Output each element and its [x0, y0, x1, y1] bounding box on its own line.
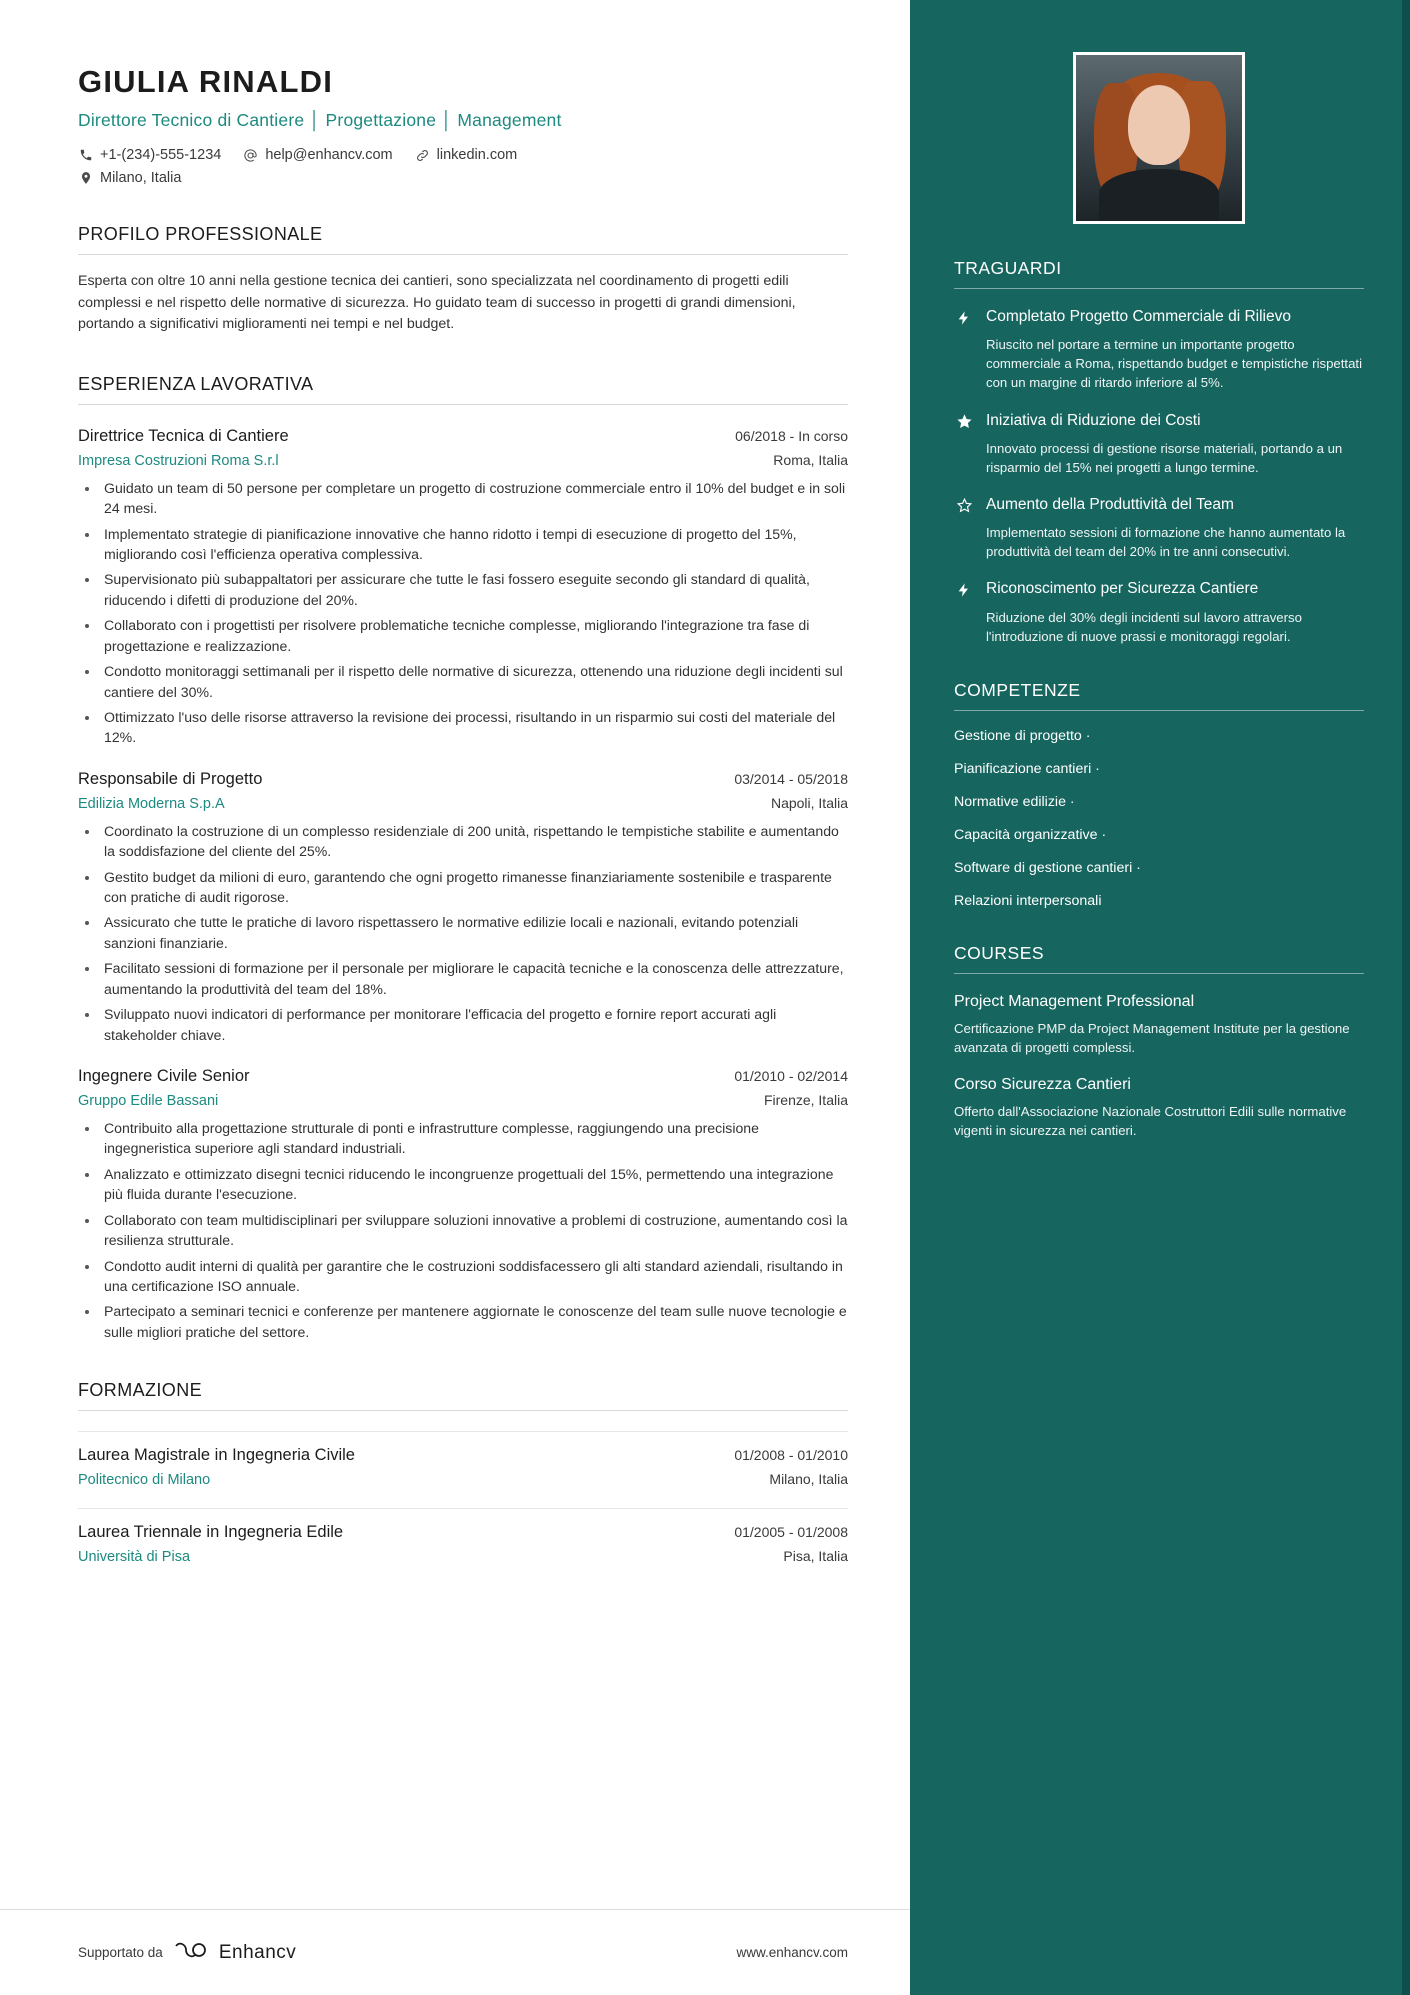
list-item: • Assicurato che tutte le pratiche di lavoro rispettassero le normative edilizie locali e nazionali, evitando potenziali sanzioni finanziarie. [100, 912, 848, 953]
list-item: • Gestito budget da milioni di euro, garantendo che ogni progetto rimanesse finanziariamente sostenibile e trasparente con pratiche di audit rigorose. [100, 867, 848, 908]
list-item: • Analizzato e ottimizzato disegni tecnici riducendo le incongruenze progettuali del 15%, permettendo una integrazione più fluida durante l'esecuzione. [100, 1164, 848, 1205]
section-title-courses: COURSES [954, 943, 1364, 974]
at-icon [243, 148, 258, 163]
skill-item: Normative edilizie · [954, 793, 1075, 810]
contact-row-primary [78, 147, 848, 163]
experience-role: Ingegnere Civile Senior [78, 1067, 250, 1086]
education-date: 01/2005 - 01/2008 [734, 1524, 848, 1541]
education-location: Pisa, Italia [783, 1548, 848, 1565]
experience-location: Roma, Italia [773, 451, 848, 468]
experience-entry [78, 770, 848, 1045]
section-title-education: FORMAZIONE [78, 1380, 848, 1411]
bolt-icon [954, 579, 974, 645]
experience-bullets [78, 1118, 848, 1342]
section-profile [78, 224, 848, 336]
contact-email-text[interactable]: help@enhancv.com [265, 147, 393, 163]
achievement-heading: Iniziativa di Riduzione dei Costi [986, 411, 1201, 429]
contact-location-text: Milano, Italia [100, 170, 182, 186]
star-filled-icon [954, 411, 974, 477]
experience-location: Firenze, Italia [763, 1092, 848, 1109]
education-school: Università di Pisa [78, 1549, 191, 1566]
experience-entry [78, 427, 848, 748]
section-education [78, 1380, 848, 1565]
course-item [954, 992, 1364, 1057]
list-item: • Collaborato con team multidisciplinari per sviluppare soluzioni innovative a problemi di costruzione, aumentando così la resilienza strutturale. [100, 1210, 848, 1251]
skill-item: Relazioni interpersonali [954, 892, 1102, 909]
education-degree: Laurea Magistrale in Ingegneria Civile [78, 1446, 355, 1465]
section-courses [954, 943, 1364, 1140]
brand-name: Enhancv [218, 1941, 297, 1963]
course-name: Project Management Professional [954, 992, 1195, 1010]
skill-item: Pianificazione cantieri · [954, 760, 1100, 777]
section-skills [954, 680, 1364, 909]
list-item: • Coordinato la costruzione di un complesso residenziale di 200 unità, rispettando le tempistiche stabilite e aumentando la soddisfazione del cliente del 25%. [100, 821, 848, 862]
achievement-item [954, 411, 1364, 477]
list-item: • Collaborato con i progettisti per risolvere problematiche tecniche complesse, migliorando l'integrazione tra fase di progettazione e realizzazione. [100, 615, 848, 656]
education-entry [78, 1431, 848, 1488]
list-item: • Partecipato a seminari tecnici e conferenze per mantenere aggiornate le conoscenze del team sulle nuove tecnologie e sulle migliori pratiche del settore. [100, 1301, 848, 1342]
list-item: • Supervisionato più subappaltatori per assicurare che tutte le fasi fossero eseguite secondo gli standard di qualità, riducendo i difetti di produzione del 20%. [100, 569, 848, 610]
achievement-item [954, 495, 1364, 561]
experience-role: Direttrice Tecnica di Cantiere [78, 426, 289, 445]
experience-entry [78, 1067, 848, 1342]
contact-location [78, 170, 181, 186]
star-outline-icon [954, 495, 974, 561]
section-title-achievements: TRAGUARDI [954, 258, 1364, 289]
skill-item: Gestione di progetto · [954, 727, 1091, 744]
achievement-text: Riuscito nel portare a termine un importante progetto commerciale a Roma, rispettando budget e tempistiche rispettati con un margine di ritardo inferiore al 5%. [986, 337, 1363, 391]
experience-bullets [78, 478, 848, 748]
list-item: • Condotto audit interni di qualità per garantire che le costruzioni soddisfacessero gli alti standard aziendali, risultando in una certificazione ISO annuale. [100, 1256, 848, 1297]
list-item: • Implementato strategie di pianificazione innovative che hanno ridotto i tempi di esecuzione di progetto del 15%, migliorando così l'efficienza operativa complessiva. [100, 524, 848, 565]
list-item: • Contribuito alla progettazione strutturale di ponti e infrastrutture complesse, raggiungendo una precisione ingegneristica superiore agli standard industriali. [100, 1118, 848, 1159]
section-title-experience: ESPERIENZA LAVORATIVA [78, 374, 848, 405]
course-name: Corso Sicurezza Cantieri [954, 1075, 1131, 1093]
contact-linkedin [415, 147, 518, 163]
achievement-heading: Riconoscimento per Sicurezza Cantiere [986, 580, 1259, 598]
list-item: • Sviluppato nuovi indicatori di performance per monitorare l'efficacia del progetto e fornire report accurati agli stakeholder chiave. [100, 1004, 848, 1045]
link-icon [415, 148, 430, 163]
supported-by-label: Supportato da [78, 1945, 163, 1960]
achievement-heading: Completato Progetto Commerciale di Rilievo [986, 308, 1291, 325]
contact-email [243, 147, 392, 163]
map-pin-icon [78, 171, 93, 186]
page-title: GIULIA RINALDI [78, 64, 334, 99]
course-text: Certificazione PMP da Project Management Institute per la gestione avanzata di progetti complessi. [954, 1020, 1350, 1055]
education-school: Politecnico di Milano [78, 1472, 211, 1489]
page-edge-accent [1402, 0, 1410, 1995]
experience-company: Edilizia Moderna S.p.A [78, 795, 225, 812]
section-experience [78, 374, 848, 1343]
experience-company: Gruppo Edile Bassani [78, 1093, 219, 1110]
course-item [954, 1075, 1364, 1140]
phone-icon [78, 148, 93, 163]
achievement-text: Innovato processi di gestione risorse materiali, portando a un risparmio del 15% nei progetti a lungo termine. [986, 440, 1343, 475]
list-item: • Condotto monitoraggi settimanali per il rispetto delle normative di sicurezza, ottenendo una riduzione degli incidenti sul cantiere del 30%. [100, 661, 848, 702]
education-date: 01/2008 - 01/2010 [734, 1447, 848, 1464]
experience-company: Impresa Costruzioni Roma S.r.l [78, 452, 279, 469]
achievement-text: Riduzione del 30% degli incidenti sul lavoro attraverso l'introduzione di nuove prassi e monitoraggi regolari. [986, 609, 1302, 644]
experience-date: 01/2010 - 02/2014 [734, 1068, 848, 1085]
experience-bullets [78, 821, 848, 1045]
page-footer [0, 1909, 910, 1995]
skill-item: Software di gestione cantieri · [954, 859, 1141, 876]
avatar [1073, 52, 1245, 224]
education-degree: Laurea Triennale in Ingegneria Edile [78, 1523, 344, 1542]
section-title-skills: COMPETENZE [954, 680, 1364, 711]
education-location: Milano, Italia [769, 1471, 848, 1488]
contact-linkedin-text[interactable]: linkedin.com [436, 147, 518, 163]
experience-date: 06/2018 - In corso [735, 427, 848, 444]
education-entry [78, 1508, 848, 1565]
achievement-text: Implementato sessioni di formazione che hanno aumentato la produttività del team del 20% in tre anni consecutivi. [986, 525, 1346, 560]
contact-row-secondary [78, 170, 848, 186]
resume-sidebar [910, 0, 1410, 1995]
experience-date: 03/2014 - 05/2018 [734, 770, 848, 787]
headline: Direttore Tecnico di Cantiere │ Progettazione │ Management [78, 110, 562, 130]
skill-item: Capacità organizzative · [954, 826, 1107, 843]
list-item: • Guidato un team di 50 persone per completare un progetto di costruzione commerciale entro il 10% del budget e in soli 24 mesi. [100, 478, 848, 519]
experience-location: Napoli, Italia [770, 794, 848, 811]
list-item: • Ottimizzato l'uso delle risorse attraverso la revisione dei processi, risultando in un risparmio sui costi del materiale del 12%. [100, 707, 848, 748]
profile-text: Esperta con oltre 10 anni nella gestione tecnica dei cantieri, sono specializzata nel coordinamento di progetti edili complessi e nel rispetto delle normative di sicurezza. Ho guidato team di successo in progetti di grandi dimensioni, portando a significativi miglioramenti nei tempi e nel budget. [78, 273, 796, 333]
list-item: • Facilitato sessioni di formazione per il personale per migliorare le capacità tecniche e la conoscenza delle attrezzature, aumentando la produttività del team del 18%. [100, 958, 848, 999]
achievement-heading: Aumento della Produttività del Team [986, 495, 1234, 513]
enhancv-logo-icon [173, 1940, 209, 1966]
experience-role: Responsabile di Progetto [78, 769, 263, 788]
footer-website[interactable]: www.enhancv.com [736, 1945, 848, 1960]
course-text: Offerto dall'Associazione Nazionale Costruttori Edili sulle normative vigenti in sicurezza nei cantieri. [954, 1103, 1347, 1138]
bolt-icon [954, 307, 974, 393]
achievement-item [954, 579, 1364, 645]
section-achievements [954, 258, 1364, 646]
contact-phone-text: +1-(234)-555-1234 [100, 147, 222, 163]
brand [78, 1940, 296, 1966]
avatar-image [1076, 55, 1242, 221]
section-title-profile: PROFILO PROFESSIONALE [78, 224, 848, 255]
contact-phone [78, 147, 221, 163]
achievement-item [954, 307, 1364, 393]
